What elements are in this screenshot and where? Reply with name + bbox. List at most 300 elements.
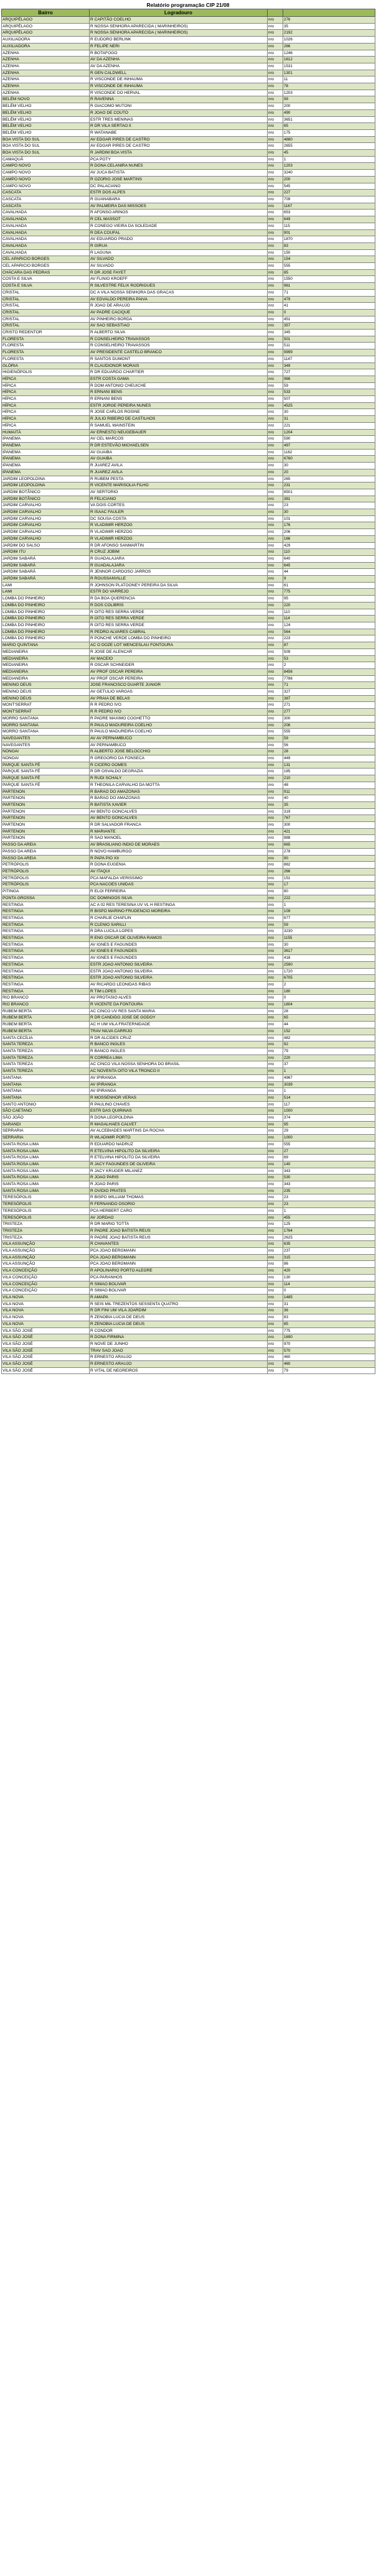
cell-bairro: CRISTAL: [2, 303, 90, 310]
cell-number: 35: [283, 801, 375, 808]
cell-bairro: MEDIANEIRA: [2, 668, 90, 675]
cell-nro-label: nro: [268, 229, 283, 236]
cell-nro-label: nro: [268, 1254, 283, 1261]
cell-logradouro: ESTR JOAO ANTONIO SILVEIRA: [90, 975, 268, 982]
table-row: [2, 196, 375, 203]
cell-nro-label: nro: [268, 1301, 283, 1308]
cell-bairro: JARDIM SABARÁ: [2, 555, 90, 562]
table-row: [2, 801, 375, 808]
cell-bairro: SANTA ROSA LIMA: [2, 1155, 90, 1161]
cell-bairro: JARDIM CARVALHO: [2, 529, 90, 536]
cell-number: 200: [283, 176, 375, 183]
cell-number: 17: [283, 882, 375, 889]
cell-bairro: IPANEMA: [2, 469, 90, 476]
cell-bairro: PARTENON: [2, 801, 90, 808]
cell-nro-label: nro: [268, 269, 283, 276]
cell-bairro: VILA SÃO JOSÉ: [2, 1347, 90, 1354]
cell-logradouro: AC H UM VILA FRATERNIDADE: [90, 1022, 268, 1028]
cell-nro-label: nro: [268, 1194, 283, 1201]
cell-nro-label: nro: [268, 436, 283, 443]
cell-logradouro: R OITO RES SERRA VERDE: [90, 609, 268, 616]
cell-nro-label: nro: [268, 422, 283, 429]
cell-number: 265: [283, 476, 375, 482]
cell-bairro: RESTINGA: [2, 928, 90, 935]
cell-logradouro: ESTR DOS ALPES: [90, 190, 268, 196]
cell-bairro: RUBEM BERTA: [2, 1015, 90, 1022]
cell-bairro: RESTINGA: [2, 968, 90, 975]
cell-bairro: SANTA TEREZA: [2, 1068, 90, 1075]
cell-logradouro: R FERNANDO OSORIO: [90, 1201, 268, 1208]
cell-bairro: PARTENON: [2, 788, 90, 795]
cell-bairro: CRISTO REDENTOR: [2, 330, 90, 336]
cell-number: 640: [283, 555, 375, 562]
cell-number: 28: [283, 749, 375, 755]
table-row: [2, 362, 375, 369]
cell-bairro: FLORESTA: [2, 336, 90, 343]
cell-number: 44: [283, 569, 375, 576]
cell-bairro: CAVALHADA: [2, 236, 90, 243]
cell-number: 175: [283, 129, 375, 136]
cell-nro-label: nro: [268, 1008, 283, 1015]
cell-nro-label: nro: [268, 535, 283, 542]
cell-number: 775: [283, 1327, 375, 1334]
cell-number: 29: [283, 1128, 375, 1135]
cell-logradouro: DC A VILA NOSSA SENHORA DAS GRACAS: [90, 289, 268, 296]
cell-number: 1: [283, 1207, 375, 1214]
cell-number: 276: [283, 17, 375, 24]
cell-number: 71: [283, 289, 375, 296]
cell-number: 65: [283, 1015, 375, 1022]
cell-logradouro: R SAO MANOEL: [90, 835, 268, 842]
cell-nro-label: nro: [268, 788, 283, 795]
cell-nro-label: nro: [268, 515, 283, 522]
table-row: [2, 629, 375, 635]
cell-nro-label: nro: [268, 995, 283, 1002]
cell-logradouro: R BANCO INGLES: [90, 1048, 268, 1055]
cell-number: 1550: [283, 276, 375, 283]
cell-logradouro: AV BENTO GONCALVES: [90, 815, 268, 822]
cell-logradouro: PCA JOAO BERGMANN: [90, 1254, 268, 1261]
table-row: [2, 1121, 375, 1128]
cell-logradouro: R CHAVANTES: [90, 1241, 268, 1248]
cell-bairro: BOA VISTA DO SUL: [2, 143, 90, 150]
table-row: [2, 782, 375, 788]
cell-bairro: IPANEMA: [2, 463, 90, 469]
cell-number: 37: [283, 1061, 375, 1068]
cell-number: 555: [283, 1141, 375, 1148]
cell-number: 7786: [283, 675, 375, 682]
cell-nro-label: nro: [268, 668, 283, 675]
cell-number: 69: [283, 1155, 375, 1161]
cell-logradouro: VA DOIS CORTES: [90, 502, 268, 509]
cell-logradouro: JOSE FRANCISCO DUARTE JUNIOR: [90, 682, 268, 689]
cell-number: 87: [283, 642, 375, 649]
cell-logradouro: R BISPO WILLIAM THOMAS: [90, 1194, 268, 1201]
cell-bairro: FLORESTA: [2, 349, 90, 356]
cell-bairro: MENINO DEUS: [2, 682, 90, 689]
cell-nro-label: nro: [268, 76, 283, 83]
cell-bairro: JARDIM DO SALSO: [2, 542, 90, 549]
cell-number: 125: [283, 1221, 375, 1228]
cell-number: 109: [283, 908, 375, 915]
table-row: [2, 50, 375, 57]
table-row: [2, 842, 375, 849]
cell-logradouro: R VLADIMIR HERZOG: [90, 535, 268, 542]
cell-bairro: JARDIM CARVALHO: [2, 502, 90, 509]
cell-nro-label: nro: [268, 1175, 283, 1181]
cell-nro-label: nro: [268, 330, 283, 336]
cell-bairro: PARQUE SANTA FÉ: [2, 775, 90, 782]
cell-bairro: MORRO SANTANA: [2, 715, 90, 722]
cell-logradouro: R DOS COLIBRIS: [90, 602, 268, 609]
table-row: [2, 981, 375, 988]
table-row: [2, 762, 375, 769]
cell-nro-label: nro: [268, 1321, 283, 1327]
cell-nro-label: nro: [268, 1214, 283, 1221]
table-row: [2, 396, 375, 403]
cell-nro-label: nro: [268, 482, 283, 489]
cell-nro-label: nro: [268, 1341, 283, 1347]
cell-bairro: TRISTEZA: [2, 1227, 90, 1234]
cell-nro-label: nro: [268, 256, 283, 263]
cell-number: 1531: [283, 63, 375, 70]
cell-number: 1764: [283, 1227, 375, 1234]
cell-nro-label: nro: [268, 1295, 283, 1301]
cell-number: 555: [283, 729, 375, 736]
cell-logradouro: R PEDRO ALVARES CABRAL: [90, 629, 268, 635]
table-row: [2, 915, 375, 921]
cell-nro-label: nro: [268, 596, 283, 602]
cell-number: 180: [283, 988, 375, 995]
cell-nro-label: nro: [268, 828, 283, 835]
cell-bairro: BOA VISTA DO SUL: [2, 150, 90, 157]
cell-bairro: JARDIM CARVALHO: [2, 509, 90, 516]
cell-number: 1: [283, 902, 375, 908]
cell-logradouro: R EUDORO BERLINK: [90, 37, 268, 44]
cell-bairro: GLÓRIA: [2, 362, 90, 369]
cell-nro-label: nro: [268, 1035, 283, 1041]
cell-number: 420: [283, 1268, 375, 1275]
table-row: [2, 96, 375, 103]
cell-number: 1026: [283, 37, 375, 44]
table-row: [2, 436, 375, 443]
cell-nro-label: nro: [268, 183, 283, 190]
cell-number: 327: [283, 689, 375, 696]
cell-logradouro: R JULIO RIBEIRO DE CASTILHOS: [90, 416, 268, 423]
cell-number: 65: [283, 123, 375, 130]
cell-bairro: SANTA CECÍLIA: [2, 1035, 90, 1041]
cell-number: 206: [283, 722, 375, 729]
cell-nro-label: nro: [268, 948, 283, 955]
table-row: [2, 330, 375, 336]
cell-bairro: VILA SÃO JOSÉ: [2, 1354, 90, 1361]
cell-logradouro: AV MACEIO: [90, 655, 268, 662]
cell-bairro: IPANEMA: [2, 449, 90, 456]
cell-number: 266: [283, 869, 375, 875]
cell-logradouro: PCA MAFALDA VERISSIMO: [90, 875, 268, 882]
cell-nro-label: nro: [268, 975, 283, 982]
cell-logradouro: R GEN CALDWELL: [90, 70, 268, 76]
cell-bairro: PONTA GROSSA: [2, 895, 90, 902]
cell-logradouro: R SANTOS DUMONT: [90, 356, 268, 362]
table-row: [2, 57, 375, 63]
cell-number: 23: [283, 1194, 375, 1201]
cell-nro-label: nro: [268, 1081, 283, 1088]
cell-number: 775: [283, 589, 375, 596]
header-logradouro: Logradouro: [90, 9, 268, 17]
cell-bairro: RESTINGA: [2, 961, 90, 968]
cell-nro-label: nro: [268, 782, 283, 788]
cell-bairro: IPANEMA: [2, 436, 90, 443]
cell-logradouro: R ISAAC FAULER: [90, 509, 268, 516]
cell-nro-label: nro: [268, 928, 283, 935]
cell-nro-label: nro: [268, 848, 283, 855]
cell-bairro: JARDIM BOTÂNICO: [2, 496, 90, 502]
cell-bairro: AZENHA: [2, 90, 90, 96]
cell-bairro: CASCATA: [2, 190, 90, 196]
cell-number: 2625: [283, 1234, 375, 1241]
cell-bairro: VILA SÃO JOSÉ: [2, 1334, 90, 1341]
cell-number: 2590: [283, 961, 375, 968]
cell-logradouro: ESTR DO VARREJO: [90, 589, 268, 596]
cell-number: 901: [283, 229, 375, 236]
cell-number: 349: [283, 362, 375, 369]
cell-logradouro: AV GUAIBA: [90, 456, 268, 463]
cell-logradouro: R VITAL DE NEGREIROS: [90, 1367, 268, 1374]
cell-logradouro: R BARAO DO AMAZONAS: [90, 795, 268, 802]
cell-nro-label: nro: [268, 1015, 283, 1022]
cell-number: 511: [283, 343, 375, 349]
cell-number: 40: [283, 795, 375, 802]
cell-number: 0: [283, 1288, 375, 1295]
cell-number: 645: [283, 562, 375, 569]
cell-logradouro: ESTR JOAO ANTONIO SILVEIRA: [90, 961, 268, 968]
table-row: [2, 882, 375, 889]
cell-bairro: BELÉM VELHO: [2, 109, 90, 116]
table-row: [2, 722, 375, 729]
table-row: [2, 582, 375, 589]
table-row: [2, 895, 375, 902]
cell-number: 3651: [283, 116, 375, 123]
cell-number: 117: [283, 1101, 375, 1108]
cell-number: 41: [283, 303, 375, 310]
cell-nro-label: nro: [268, 1141, 283, 1148]
cell-nro-label: nro: [268, 1048, 283, 1055]
cell-logradouro: R ERNESTO ARAUJO: [90, 1354, 268, 1361]
cell-bairro: JARDIM CARVALHO: [2, 515, 90, 522]
table-row: [2, 955, 375, 962]
cell-nro-label: nro: [268, 150, 283, 157]
cell-bairro: HÍPICA: [2, 382, 90, 389]
cell-logradouro: R LAGUNA: [90, 249, 268, 256]
cell-bairro: CAVALHADA: [2, 229, 90, 236]
cell-bairro: SANTA TEREZA: [2, 1061, 90, 1068]
table-row: [2, 835, 375, 842]
cell-nro-label: nro: [268, 103, 283, 110]
table-row: [2, 109, 375, 116]
cell-nro-label: nro: [268, 1207, 283, 1214]
table-row: [2, 1347, 375, 1354]
cell-number: 223: [283, 635, 375, 642]
cell-logradouro: R VICENTE MARISOLIA FILHO: [90, 482, 268, 489]
cell-number: 59: [283, 921, 375, 928]
cell-bairro: BELÉM VELHO: [2, 129, 90, 136]
table-row: [2, 283, 375, 290]
table-row: [2, 1175, 375, 1181]
cell-bairro: JARDIM LEOPOLDINA: [2, 476, 90, 482]
table-row: [2, 848, 375, 855]
cell-nro-label: nro: [268, 775, 283, 782]
table-row: [2, 795, 375, 802]
cell-nro-label: nro: [268, 429, 283, 436]
cell-bairro: CRISTAL: [2, 309, 90, 316]
cell-logradouro: R VISCONDE DE INHAUMA: [90, 76, 268, 83]
cell-nro-label: nro: [268, 875, 283, 882]
cell-logradouro: R JACY KRUGER MILANEZ: [90, 1168, 268, 1175]
cell-bairro: CAMPO NOVO: [2, 183, 90, 190]
cell-number: 266: [283, 43, 375, 50]
cell-bairro: HÍPICA: [2, 422, 90, 429]
cell-nro-label: nro: [268, 522, 283, 529]
cell-bairro: VILA NOVA: [2, 1314, 90, 1321]
cell-logradouro: R JUAREZ AVILA: [90, 469, 268, 476]
cell-nro-label: nro: [268, 562, 283, 569]
cell-logradouro: R GREGORIO DA FONSECA: [90, 755, 268, 762]
cell-logradouro: PCA NACOES UNIDAS: [90, 882, 268, 889]
cell-nro-label: nro: [268, 323, 283, 330]
cell-nro-label: nro: [268, 889, 283, 895]
table-row: [2, 649, 375, 655]
cell-number: 727: [283, 369, 375, 376]
cell-bairro: VILA ASSUNÇÃO: [2, 1254, 90, 1261]
header-row: [2, 9, 375, 17]
table-row: [2, 156, 375, 163]
cell-logradouro: R PAULO MADUREIRA COELHO: [90, 729, 268, 736]
cell-logradouro: AV RICARDO LEONIDAS RIBAS: [90, 981, 268, 988]
table-row: [2, 1002, 375, 1009]
cell-bairro: SERRARIA: [2, 1128, 90, 1135]
cell-bairro: VILA NOVA: [2, 1308, 90, 1314]
cell-logradouro: R THEONILA CARVALHO DA MOTTA: [90, 782, 268, 788]
cell-number: 166: [283, 535, 375, 542]
table-row: [2, 502, 375, 509]
table-row: [2, 17, 375, 24]
table-row: [2, 269, 375, 276]
cell-number: 429: [283, 542, 375, 549]
cell-number: 79: [283, 1048, 375, 1055]
cell-logradouro: R GIACOMO MUTONI: [90, 103, 268, 110]
cell-bairro: LOMBA DO PINHEIRO: [2, 609, 90, 616]
table-row: [2, 535, 375, 542]
table-row: [2, 123, 375, 130]
cell-logradouro: R MAGALHAES CALVET: [90, 1121, 268, 1128]
cell-bairro: AZENHA: [2, 50, 90, 57]
cell-bairro: SÃO CAETANO: [2, 1108, 90, 1115]
cell-nro-label: nro: [268, 303, 283, 310]
cell-logradouro: AV IPIRANGA: [90, 1081, 268, 1088]
table-row: [2, 1022, 375, 1028]
cell-number: 48: [283, 782, 375, 788]
table-row: [2, 1008, 375, 1015]
cell-logradouro: R ZENOBIA LUCIA DE DEUS: [90, 1314, 268, 1321]
cell-number: 4525: [283, 402, 375, 409]
cell-number: 1203: [283, 90, 375, 96]
cell-bairro: AZENHA: [2, 63, 90, 70]
cell-number: 278: [283, 848, 375, 855]
cell-number: 6705: [283, 975, 375, 982]
cell-nro-label: nro: [268, 1148, 283, 1155]
cell-logradouro: R NOVO HAMBURGO: [90, 848, 268, 855]
cell-nro-label: nro: [268, 1261, 283, 1268]
table-row: [2, 1201, 375, 1208]
cell-logradouro: AV BENTO GONCALVES: [90, 808, 268, 815]
cell-logradouro: R BARAO DO AMAZONAS: [90, 788, 268, 795]
table-row: [2, 1281, 375, 1288]
cell-bairro: CAVALHADA: [2, 223, 90, 229]
cell-number: 555: [283, 263, 375, 270]
cell-bairro: MEDIANEIRA: [2, 649, 90, 655]
cell-logradouro: R CONEGO VIEIRA DA SOLEDADE: [90, 223, 268, 229]
cell-logradouro: R WATANABE: [90, 129, 268, 136]
cell-logradouro: AV PERNAMBUCO: [90, 742, 268, 749]
cell-nro-label: nro: [268, 1094, 283, 1101]
cell-bairro: PETRÓPOLIS: [2, 882, 90, 889]
cell-bairro: VILA NOVA: [2, 1295, 90, 1301]
cell-bairro: PARTENON: [2, 828, 90, 835]
cell-bairro: LOMBA DO PINHEIRO: [2, 596, 90, 602]
cell-bairro: PASSO DA AREIA: [2, 855, 90, 862]
cell-bairro: CAMPO NOVO: [2, 163, 90, 170]
cell-bairro: ARQUIPÉLAGO: [2, 23, 90, 30]
table-row: [2, 23, 375, 30]
cell-number: 23: [283, 1201, 375, 1208]
cell-logradouro: DC SOUSA COSTA: [90, 515, 268, 522]
cell-number: 59: [283, 735, 375, 742]
cell-bairro: BELÉM VELHO: [2, 103, 90, 110]
table-row: [2, 469, 375, 476]
cell-bairro: VILA CONCEIÇÃO: [2, 1281, 90, 1288]
table-row: [2, 635, 375, 642]
cell-number: 23: [283, 502, 375, 509]
cell-logradouro: AV SILVADO: [90, 256, 268, 263]
table-row: [2, 242, 375, 249]
table-row: [2, 968, 375, 975]
cell-bairro: TERESÓPOLIS: [2, 1194, 90, 1201]
header-bairro: Bairro: [2, 9, 90, 17]
cell-logradouro: AV PALMEIRA DAS MISSOES: [90, 203, 268, 210]
table-row: [2, 1108, 375, 1115]
cell-bairro: RESTINGA: [2, 948, 90, 955]
cell-nro-label: nro: [268, 509, 283, 516]
cell-nro-label: nro: [268, 1221, 283, 1228]
cell-bairro: RESTINGA: [2, 908, 90, 915]
cell-logradouro: R JOHNSON PLATOONEY PEREIRA DA SILVA: [90, 582, 268, 589]
cell-logradouro: R ERNESTO ARAUJO: [90, 1361, 268, 1368]
cell-logradouro: R DR AFONSO SANMARTIN: [90, 542, 268, 549]
table-row: [2, 170, 375, 177]
cell-number: 460: [283, 1361, 375, 1368]
cell-logradouro: AC CINCO UV RES SANTA MARIA: [90, 1008, 268, 1015]
table-row: [2, 203, 375, 210]
table-row: [2, 1221, 375, 1228]
cell-number: 564: [283, 629, 375, 635]
cell-number: 530: [283, 1175, 375, 1181]
table-row: [2, 988, 375, 995]
cell-nro-label: nro: [268, 369, 283, 376]
cell-nro-label: nro: [268, 908, 283, 915]
table-row: [2, 1048, 375, 1055]
cell-nro-label: nro: [268, 296, 283, 303]
